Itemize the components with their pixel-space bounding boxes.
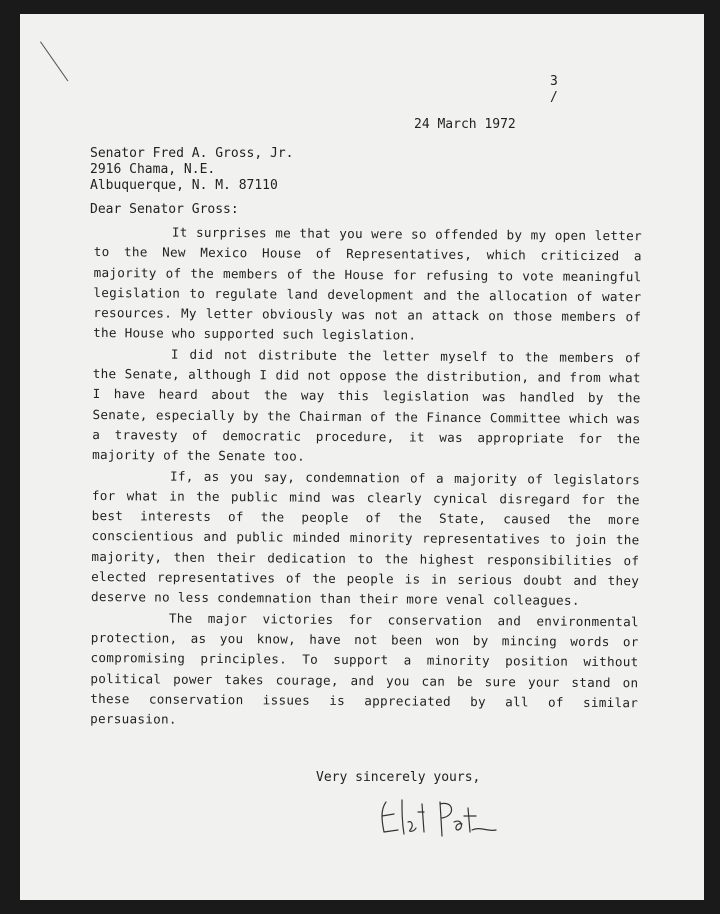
body-paragraph: I did not distribute the letter myself to the members of the Senate, although I did not oppose the distribution, and from what I have heard about the way this legislation was handled by the Senate, especially by the Chairman of the Finance Committee which was a travesty of democratic procedure, it was appropriate for the majority of the Senate too.: [92, 346, 642, 464]
page-number-value: 3: [550, 74, 558, 89]
recipient-street: 2916 Chama, N.E.: [90, 162, 216, 177]
signature: [372, 792, 502, 852]
letter-page: [20, 14, 704, 900]
closing: Very sincerely yours,: [316, 770, 481, 785]
recipient-city: Albuquerque, N. M. 87110: [90, 178, 278, 193]
recipient-address: [90, 146, 294, 194]
page-number: [550, 74, 558, 106]
body-paragraph: It surprises me that you were so offended by my open letter to the New Mexico House of Representatives, which criticized a majority of the members of the House for refusing to vote meaningful legislation to regulate land development and the allocation of water resources. My letter obviously was not an attack on those members of the House who supported such legislation.: [93, 224, 642, 344]
body-paragraph: The major victories for conservation and environmental protection, as you know, have not been won by mincing words or compromising principles. To support a minority position without political power takes courage, and you can be sure your stand on these conservation issues is appreciated by all of similar persuasion.: [90, 610, 639, 727]
recipient-name: Senator Fred A. Gross, Jr.: [90, 146, 294, 161]
pencil-mark: [40, 41, 68, 81]
letter-body: [90, 222, 642, 734]
page-number-slash: /: [550, 90, 558, 105]
salutation: Dear Senator Gross:: [90, 202, 239, 217]
letter-date: 24 March 1972: [414, 117, 516, 132]
body-paragraph: If, as you say, condemnation of a majority of legislators for what in the public mind was clearly cynical disregard for the best interests of the people of the State, caused the more conscientious and public minded minority representatives to join the majority, then their dedication to the highest responsibilities of elected representatives of the people is in serious doubt and they deserve no less condemnation than their more venal colleagues.: [90, 468, 641, 609]
